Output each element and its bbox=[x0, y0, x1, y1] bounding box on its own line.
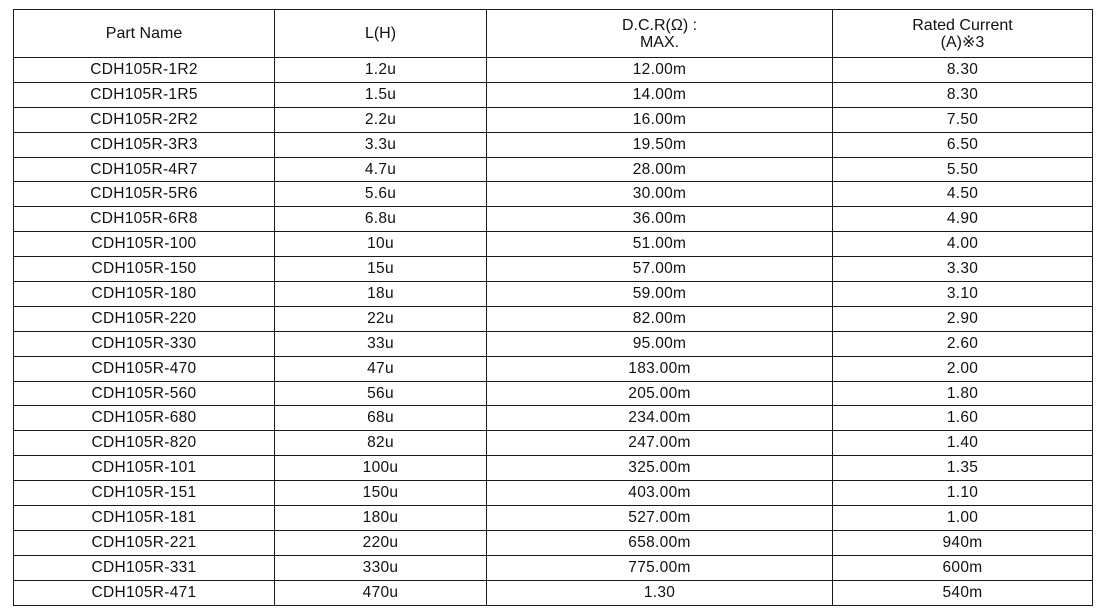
part-name-cell: CDH105R-180 bbox=[14, 282, 275, 307]
header-dcr-line-2: MAX. bbox=[639, 33, 680, 51]
inductance-cell: 470u bbox=[275, 580, 487, 605]
part-name-cell: CDH105R-680 bbox=[14, 406, 275, 431]
dcr-cell: 51.00m bbox=[487, 232, 833, 257]
table-row bbox=[14, 282, 1093, 307]
table-row bbox=[14, 555, 1093, 580]
table-row bbox=[14, 406, 1093, 431]
table-row bbox=[14, 157, 1093, 182]
dcr-cell: 775.00m bbox=[487, 555, 833, 580]
table-row bbox=[14, 506, 1093, 531]
rated-current-cell: 1.60 bbox=[833, 406, 1093, 431]
part-name-cell: CDH105R-3R3 bbox=[14, 132, 275, 157]
dcr-cell: 36.00m bbox=[487, 207, 833, 232]
inductance-cell: 6.8u bbox=[275, 207, 487, 232]
inductance-cell: 68u bbox=[275, 406, 487, 431]
rated-current-cell: 1.40 bbox=[833, 431, 1093, 456]
table-row bbox=[14, 530, 1093, 555]
inductance-cell: 56u bbox=[275, 381, 487, 406]
dcr-cell: 16.00m bbox=[487, 107, 833, 132]
part-name-cell: CDH105R-151 bbox=[14, 481, 275, 506]
dcr-cell: 57.00m bbox=[487, 257, 833, 282]
inductance-cell: 5.6u bbox=[275, 182, 487, 207]
inductance-cell: 22u bbox=[275, 306, 487, 331]
inductance-cell: 18u bbox=[275, 282, 487, 307]
dcr-cell: 30.00m bbox=[487, 182, 833, 207]
inductance-cell: 3.3u bbox=[275, 132, 487, 157]
part-name-cell: CDH105R-221 bbox=[14, 530, 275, 555]
part-name-cell: CDH105R-220 bbox=[14, 306, 275, 331]
part-name-cell: CDH105R-470 bbox=[14, 356, 275, 381]
inductance-cell: 10u bbox=[275, 232, 487, 257]
rated-current-cell: 7.50 bbox=[833, 107, 1093, 132]
part-name-cell: CDH105R-330 bbox=[14, 331, 275, 356]
dcr-cell: 658.00m bbox=[487, 530, 833, 555]
inductance-cell: 100u bbox=[275, 456, 487, 481]
dcr-cell: 14.00m bbox=[487, 82, 833, 107]
dcr-cell: 247.00m bbox=[487, 431, 833, 456]
inductance-cell: 2.2u bbox=[275, 107, 487, 132]
rated-current-cell: 1.80 bbox=[833, 381, 1093, 406]
part-name-cell: CDH105R-1R2 bbox=[14, 58, 275, 83]
part-name-cell: CDH105R-4R7 bbox=[14, 157, 275, 182]
rated-current-cell: 1.10 bbox=[833, 481, 1093, 506]
rated-current-cell: 3.30 bbox=[833, 257, 1093, 282]
header-part-name bbox=[14, 10, 275, 58]
dcr-cell: 234.00m bbox=[487, 406, 833, 431]
rated-current-cell: 540m bbox=[833, 580, 1093, 605]
part-name-cell: CDH105R-100 bbox=[14, 232, 275, 257]
part-name-cell: CDH105R-560 bbox=[14, 381, 275, 406]
inductance-cell: 47u bbox=[275, 356, 487, 381]
rated-current-cell: 6.50 bbox=[833, 132, 1093, 157]
table-row bbox=[14, 207, 1093, 232]
rated-current-cell: 2.60 bbox=[833, 331, 1093, 356]
rated-current-cell: 8.30 bbox=[833, 82, 1093, 107]
rated-current-cell: 8.30 bbox=[833, 58, 1093, 83]
part-name-cell: CDH105R-2R2 bbox=[14, 107, 275, 132]
table-row bbox=[14, 381, 1093, 406]
part-name-cell: CDH105R-101 bbox=[14, 456, 275, 481]
header-dcr bbox=[487, 10, 833, 58]
rated-current-cell: 4.90 bbox=[833, 207, 1093, 232]
header-rated-current bbox=[833, 10, 1093, 58]
part-name-cell: CDH105R-331 bbox=[14, 555, 275, 580]
table-row bbox=[14, 331, 1093, 356]
table-header bbox=[14, 10, 1093, 58]
rated-current-cell: 1.35 bbox=[833, 456, 1093, 481]
dcr-cell: 205.00m bbox=[487, 381, 833, 406]
inductance-cell: 220u bbox=[275, 530, 487, 555]
dcr-cell: 325.00m bbox=[487, 456, 833, 481]
table-body bbox=[14, 58, 1093, 606]
part-name-cell: CDH105R-471 bbox=[14, 580, 275, 605]
dcr-cell: 59.00m bbox=[487, 282, 833, 307]
rated-current-cell: 600m bbox=[833, 555, 1093, 580]
part-name-cell: CDH105R-1R5 bbox=[14, 82, 275, 107]
header-rated-current-line-2: (A)※3 bbox=[940, 33, 985, 51]
rated-current-cell: 4.00 bbox=[833, 232, 1093, 257]
inductance-cell: 1.2u bbox=[275, 58, 487, 83]
inductance-cell: 33u bbox=[275, 331, 487, 356]
rated-current-cell: 2.00 bbox=[833, 356, 1093, 381]
rated-current-cell: 2.90 bbox=[833, 306, 1093, 331]
table-row bbox=[14, 182, 1093, 207]
table-row bbox=[14, 132, 1093, 157]
dcr-cell: 527.00m bbox=[487, 506, 833, 531]
table-row bbox=[14, 456, 1093, 481]
rated-current-cell: 3.10 bbox=[833, 282, 1093, 307]
inductance-cell: 150u bbox=[275, 481, 487, 506]
table-row bbox=[14, 580, 1093, 605]
dcr-cell: 95.00m bbox=[487, 331, 833, 356]
inductance-cell: 15u bbox=[275, 257, 487, 282]
header-row bbox=[14, 10, 1093, 58]
part-name-cell: CDH105R-6R8 bbox=[14, 207, 275, 232]
rated-current-cell: 940m bbox=[833, 530, 1093, 555]
header-inductance-text: L(H) bbox=[364, 25, 397, 42]
dcr-cell: 403.00m bbox=[487, 481, 833, 506]
rated-current-cell: 4.50 bbox=[833, 182, 1093, 207]
dcr-cell: 19.50m bbox=[487, 132, 833, 157]
table-row bbox=[14, 306, 1093, 331]
table-row bbox=[14, 431, 1093, 456]
spec-table bbox=[13, 9, 1093, 606]
header-part-name-text: Part Name bbox=[105, 25, 183, 42]
inductance-cell: 1.5u bbox=[275, 82, 487, 107]
table-row bbox=[14, 107, 1093, 132]
inductance-cell: 82u bbox=[275, 431, 487, 456]
inductance-cell: 330u bbox=[275, 555, 487, 580]
table-row bbox=[14, 82, 1093, 107]
header-dcr-line-1: D.C.R(Ω) : bbox=[621, 16, 698, 34]
table-row bbox=[14, 58, 1093, 83]
part-name-cell: CDH105R-181 bbox=[14, 506, 275, 531]
part-name-cell: CDH105R-5R6 bbox=[14, 182, 275, 207]
table-row bbox=[14, 356, 1093, 381]
inductance-cell: 180u bbox=[275, 506, 487, 531]
header-inductance bbox=[275, 10, 487, 58]
dcr-cell: 28.00m bbox=[487, 157, 833, 182]
rated-current-cell: 5.50 bbox=[833, 157, 1093, 182]
dcr-cell: 12.00m bbox=[487, 58, 833, 83]
table-row bbox=[14, 481, 1093, 506]
header-rated-current-line-1: Rated Current bbox=[912, 16, 1013, 34]
table-row bbox=[14, 232, 1093, 257]
dcr-cell: 82.00m bbox=[487, 306, 833, 331]
dcr-cell: 1.30 bbox=[487, 580, 833, 605]
part-name-cell: CDH105R-820 bbox=[14, 431, 275, 456]
dcr-cell: 183.00m bbox=[487, 356, 833, 381]
part-name-cell: CDH105R-150 bbox=[14, 257, 275, 282]
rated-current-cell: 1.00 bbox=[833, 506, 1093, 531]
table-row bbox=[14, 257, 1093, 282]
inductance-cell: 4.7u bbox=[275, 157, 487, 182]
